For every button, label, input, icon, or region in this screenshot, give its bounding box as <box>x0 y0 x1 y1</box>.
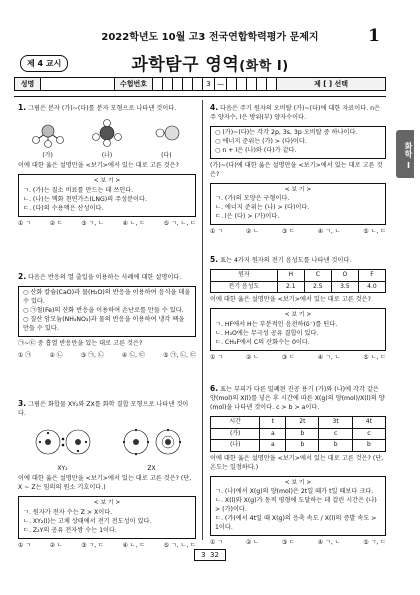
choice-3[interactable]: ③ ㄷ <box>281 228 295 236</box>
question-prompt: 이에 대한 옳은 설명만을 <보기>에서 있는 대로 고른 것은? (단, X ~ Z는 임의의 원소 기호이다.) <box>18 475 192 492</box>
session-label: 제 4 교시 <box>20 55 68 72</box>
choice-1[interactable]: ① ㄱ <box>210 353 224 361</box>
bond-model-figure <box>18 423 196 473</box>
choice-3[interactable]: ③ ㄷ <box>281 539 295 547</box>
choice-5[interactable]: ⑤ ㄱ, ㄴ, ㄷ <box>163 541 196 549</box>
question-1 <box>18 103 196 228</box>
choice-2[interactable]: ② ㉡ <box>49 351 63 359</box>
question-stem: 그림은 분자 (가)~(다)를 분자 모형으로 나타낸 것이다. <box>28 105 177 112</box>
table-cell: b <box>319 440 352 452</box>
bogi-item: ㄴ. (나)는 액화 천연가스(LNG)의 주성분이다. <box>23 195 147 203</box>
bogi-item: ㄱ. 원자가 전자 수는 Z > X이다. <box>23 508 113 516</box>
page-title <box>0 50 420 75</box>
molecule-a <box>28 118 68 160</box>
bogi-item: ㄴ. X(l)와 X(g)가 동적 평형에 도달하는 데 걸린 시간은 (나) > (가)이다. <box>215 497 377 514</box>
answer-choices <box>210 539 386 548</box>
question-stem: 표는 부피가 다른 밀폐된 진공 용기 (가)와 (나)에 각각 같은 양(mol)의 X(l)를 넣은 후 시간에 따른 X(g)의 양(mol)/X(l)의 양(mol)을 나타낸 것이다. c > b > a이다. <box>210 386 385 411</box>
molecule-figure <box>18 118 196 160</box>
compound-zx-label: ZX <box>147 464 156 472</box>
exam-digit-fixed: 3 <box>203 78 215 90</box>
bogi-title: < 보 기 > <box>93 178 121 185</box>
compound-xy2 <box>30 423 96 473</box>
statement-item: ○ 질산 암모늄(NH₄NO₃)과 물의 반응을 이용하여 냉각 팩을 만들 수 있다. <box>23 315 185 332</box>
name-label: 성명 <box>15 78 41 90</box>
bogi-item: ㄷ. (다)의 수용액은 산성이다. <box>23 204 104 212</box>
choice-4[interactable]: ④ ㄴ, ㄷ <box>122 541 146 549</box>
statement-item: ○ 산화 칼슘(CaO)과 물(H₂O)의 반응을 이용하여 음식을 데울 수 있다. <box>23 288 191 305</box>
choice-4[interactable]: ④ ㄱ, ㄴ <box>317 353 341 361</box>
title-subject: (화학 Ⅰ) <box>239 59 289 74</box>
question-prompt: 이에 대한 옳은 설명만을 <보기>에서 있는 대로 고른 것은? <box>210 296 371 304</box>
statement-item: ○ (가)~(다)는 각각 2p, 3s, 3p 오비탈 중 하나이다. <box>215 128 358 136</box>
question-number: 6. <box>210 384 219 393</box>
bogi-item: ㄷ. Z₂Y의 공유 전자쌍 수는 1이다. <box>23 526 117 534</box>
exam-digit-box[interactable] <box>257 78 267 90</box>
subject-side-tab: 화학 Ⅰ <box>396 130 414 178</box>
title-main: 과학탐구 영역 <box>131 55 240 75</box>
answer-choices <box>18 352 196 361</box>
bogi-item: ㄱ. (가)는 질소 비료를 만드는 데 쓰인다. <box>23 186 134 194</box>
choice-5[interactable]: ⑤ ㄱ, ㄷ <box>363 539 386 547</box>
question-stem: 다음은 반응의 열 출입을 이용하는 사례에 대한 설명이다. <box>28 274 182 281</box>
electronegativity-table <box>210 269 386 293</box>
table-cell: a <box>260 440 286 452</box>
table-cell: b <box>286 440 319 452</box>
choice-5[interactable]: ⑤ ㄱ, ㄴ, ㄷ <box>163 219 196 227</box>
bogi-title: < 보 기 > <box>284 312 312 319</box>
table-cell: c <box>352 428 385 440</box>
exam-digit-box[interactable] <box>173 78 183 90</box>
question-6 <box>210 384 386 548</box>
choice-3[interactable]: ③ ㄱ, ㄷ <box>81 541 104 549</box>
ammonia-model-icon <box>28 118 68 148</box>
choice-4[interactable]: ④ ㄱ, ㄴ <box>317 228 341 236</box>
question-3 <box>18 399 196 550</box>
question-number: 3. <box>18 399 27 408</box>
bogi-item: ㄷ. (가)에서 4t일 때 X(g)의 응축 속도 / X(l)의 증발 속도 > 1이다. <box>215 515 377 532</box>
bogi-item: ㄱ. (나)에서 X(g)의 양(mol)은 2t일 때가 t일 때보다 크다. <box>215 488 374 496</box>
equilibrium-table <box>210 416 386 452</box>
exam-digit-box[interactable] <box>237 78 247 90</box>
hcl-model-icon <box>146 118 186 148</box>
molecule-b <box>87 118 127 160</box>
table-cell: 3.5 <box>331 281 358 293</box>
table-header-cell: H <box>277 269 304 281</box>
bogi-item: ㄱ. (가)의 모양은 구형이다. <box>215 195 290 203</box>
choice-5[interactable]: ⑤ ㄴ, ㄷ <box>363 353 386 361</box>
answer-choices <box>210 228 386 237</box>
question-prompt: (가)~(다)에 대한 옳은 설명만을 <보기>에서 있는 대로 고른 것은? <box>210 161 383 178</box>
page-number: 1 <box>368 26 380 46</box>
choice-2[interactable]: ② ㄴ <box>245 228 260 236</box>
statement-item: ○ ㉠철(Fe)의 산화 반응을 이용하여 손난로를 만들 수 있다. <box>23 306 184 314</box>
exam-dash: — <box>215 78 227 90</box>
molecule-b-label: (나) <box>101 151 113 159</box>
choice-1[interactable]: ① ㄱ <box>210 228 224 236</box>
bogi-item: ㄴ. 에너지 준위는 (나) > (다)이다. <box>215 204 310 212</box>
bogi-item: ㄱ. HF에서 H는 부분적인 음전하(δ⁻)를 띤다. <box>215 320 338 328</box>
column-divider <box>202 100 203 540</box>
exam-digit-box[interactable] <box>247 78 257 90</box>
bogi-box <box>18 174 196 216</box>
table-header-cell: F <box>358 269 385 281</box>
exam-digit-box[interactable] <box>163 78 173 90</box>
subject-choice-label: 제 [ ] 선택 <box>277 78 385 90</box>
choice-4[interactable]: ④ ㄴ, ㄷ <box>122 219 146 227</box>
question-2 <box>18 272 196 361</box>
question-stem: 표는 4가지 원자의 전기 음성도를 나타낸 것이다. <box>220 257 352 264</box>
bogi-box <box>210 183 386 225</box>
choice-1[interactable]: ① ㄱ <box>18 541 32 549</box>
answer-choices <box>18 220 196 229</box>
table-cell: b <box>286 428 319 440</box>
molecule-c-label: (다) <box>161 151 172 159</box>
question-stem: 다음은 주기 원자의 오비탈 (가)~(다)에 대한 자료이다. n은 주 양자수, l은 방위(부) 양자수이다. <box>210 105 381 121</box>
question-number: 2. <box>18 272 27 281</box>
exam-digit-box[interactable] <box>183 78 193 90</box>
choice-4[interactable]: ④ ㄱ, ㄴ <box>317 539 341 547</box>
student-id-row <box>14 77 386 91</box>
answer-choices <box>210 354 386 363</box>
choice-2[interactable]: ② ㄴ <box>245 353 260 361</box>
question-5 <box>210 255 386 362</box>
table-header-cell: 2t <box>286 416 319 428</box>
methane-model-icon <box>87 118 127 148</box>
covalent-model-icon <box>30 423 96 461</box>
page-footer <box>0 549 420 561</box>
question-number: 4. <box>210 103 219 112</box>
compound-xy2-label: XY₂ <box>57 464 68 472</box>
choice-3[interactable]: ③ ㄱ, ㄴ <box>81 219 104 227</box>
bogi-item: ㄴ. H₂O에는 무극성 공유 결합이 있다. <box>215 329 319 337</box>
choice-1[interactable]: ① ㉠ <box>18 351 32 359</box>
choice-5[interactable]: ⑤ ㉠, ㉡, ㉢ <box>163 351 196 359</box>
statement-box <box>210 126 386 159</box>
question-4 <box>210 103 386 237</box>
compound-zx <box>119 423 185 473</box>
choice-2[interactable]: ② ㄴ <box>245 539 260 547</box>
name-field[interactable] <box>41 78 115 90</box>
bogi-item: ㄷ. CH₃F에서 C의 산화수는 0이다. <box>215 338 310 346</box>
exam-digit-box[interactable] <box>267 78 277 90</box>
table-header-cell: 원자 <box>211 269 278 281</box>
table-header-cell: t <box>260 416 286 428</box>
question-prompt: ㉠~㉢ 중 흡열 반응만을 있는 대로 고른 것은? <box>18 339 143 347</box>
table-cell: 2.5 <box>304 281 331 293</box>
statement-item: ○ 에너지 준위는 (가) > (다)이다. <box>215 137 307 145</box>
ionic-model-icon <box>119 423 185 461</box>
table-header-cell: O <box>331 269 358 281</box>
footer-page: 3 <box>201 551 206 559</box>
bogi-title: < 보 기 > <box>93 500 121 507</box>
statement-item: ○ n + l은 (나)와 (다)가 같다. <box>215 146 297 154</box>
choice-1[interactable]: ① ㄱ <box>210 539 224 547</box>
table-header-cell: 4t <box>352 416 385 428</box>
bogi-box <box>18 496 196 538</box>
table-cell: 전기 음성도 <box>211 281 278 293</box>
choice-5[interactable]: ⑤ ㄴ, ㄷ <box>363 228 386 236</box>
choice-4[interactable]: ④ ㉡, ㉢ <box>121 351 145 359</box>
table-cell: a <box>260 428 286 440</box>
exam-digit-box[interactable] <box>193 78 203 90</box>
table-header-cell: C <box>304 269 331 281</box>
table-cell: (나) <box>211 440 260 452</box>
exam-digit-box[interactable] <box>153 78 163 90</box>
question-stem: 그림은 화합물 XY₂와 ZX를 화학 결합 모형으로 나타낸 것이다. <box>18 401 189 417</box>
exam-digit-box[interactable] <box>227 78 237 90</box>
table-cell: (가) <box>211 428 260 440</box>
exam-number-label: 수험번호 <box>115 78 153 90</box>
molecule-c <box>146 118 186 160</box>
table-cell: c <box>319 428 352 440</box>
table-cell: 2.1 <box>277 281 304 293</box>
bogi-item: ㄴ. XY₂(l)는 고체 상태에서 전기 전도성이 있다. <box>23 517 152 525</box>
table-header-cell: 3t <box>319 416 352 428</box>
table-header-cell: 시간 <box>211 416 260 428</box>
bogi-box <box>210 476 386 536</box>
choice-3[interactable]: ③ ㉠, ㉡ <box>80 351 104 359</box>
choice-2[interactable]: ② ㄷ <box>49 219 63 227</box>
footer-total: 32 <box>210 551 219 559</box>
bogi-item: ㄷ. l은 (다) > (가)이다. <box>215 213 280 221</box>
bogi-box <box>210 308 386 350</box>
header-divider <box>14 96 386 97</box>
question-prompt: 이에 대한 옳은 설명만을 <보기>에서 있는 대로 고른 것은? <box>18 162 179 170</box>
choice-1[interactable]: ① ㄱ <box>18 219 32 227</box>
molecule-a-label: (가) <box>42 151 53 159</box>
exam-header: 2022학년도 10월 고3 전국연합학력평가 문제지 <box>101 32 319 43</box>
question-prompt: 이에 대한 옳은 설명만을 <보기>에서 있는 대로 고른 것은? (단, 온도는 일정하다.) <box>210 455 384 471</box>
question-number: 5. <box>210 255 219 264</box>
choice-3[interactable]: ③ ㄷ <box>281 353 295 361</box>
question-number: 1. <box>18 103 27 112</box>
table-cell: 4.0 <box>358 281 385 293</box>
bogi-title: < 보 기 > <box>284 479 312 486</box>
table-cell: b <box>352 440 385 452</box>
footer-page-box <box>194 549 226 561</box>
choice-2[interactable]: ② ㄴ <box>49 541 63 549</box>
statement-box <box>18 286 196 337</box>
bogi-title: < 보 기 > <box>284 186 312 193</box>
